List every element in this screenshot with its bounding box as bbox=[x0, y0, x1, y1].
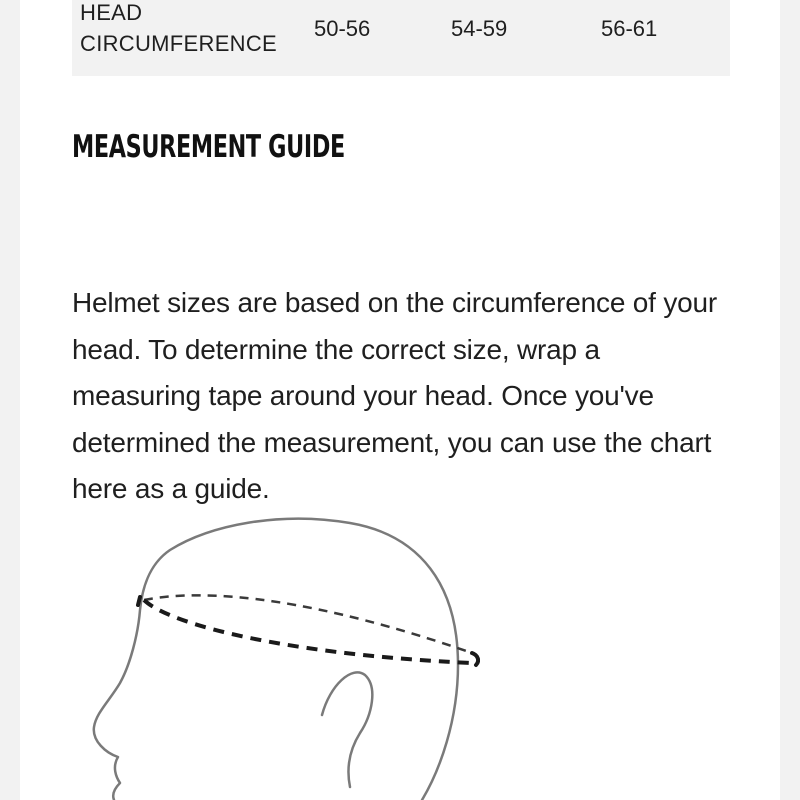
size-cell: 56-61 bbox=[601, 16, 658, 41]
size-cell: 50-56 bbox=[314, 16, 371, 41]
measurement-guide-text: Helmet sizes are based on the circumference of your head. To determine the correct size, wrap a measuring tape around your head. Once you've determined the measurement, you can use the chart here as a guide. bbox=[72, 287, 717, 504]
ear-outline bbox=[322, 672, 372, 787]
tape-front bbox=[144, 600, 472, 663]
tape-end-left bbox=[138, 597, 140, 605]
row-label: HEAD CIRCUMFERENCE bbox=[80, 0, 278, 56]
size-cell: 54-59 bbox=[451, 16, 508, 41]
head-circumference-row bbox=[72, 0, 730, 76]
size-guide-page bbox=[20, 0, 780, 800]
size-table bbox=[72, 0, 730, 76]
tape-back bbox=[144, 595, 472, 653]
tape-end-right bbox=[472, 653, 478, 665]
measurement-guide-title: MEASUREMENT GUIDE bbox=[72, 129, 345, 165]
head-measurement-icon bbox=[60, 505, 480, 800]
